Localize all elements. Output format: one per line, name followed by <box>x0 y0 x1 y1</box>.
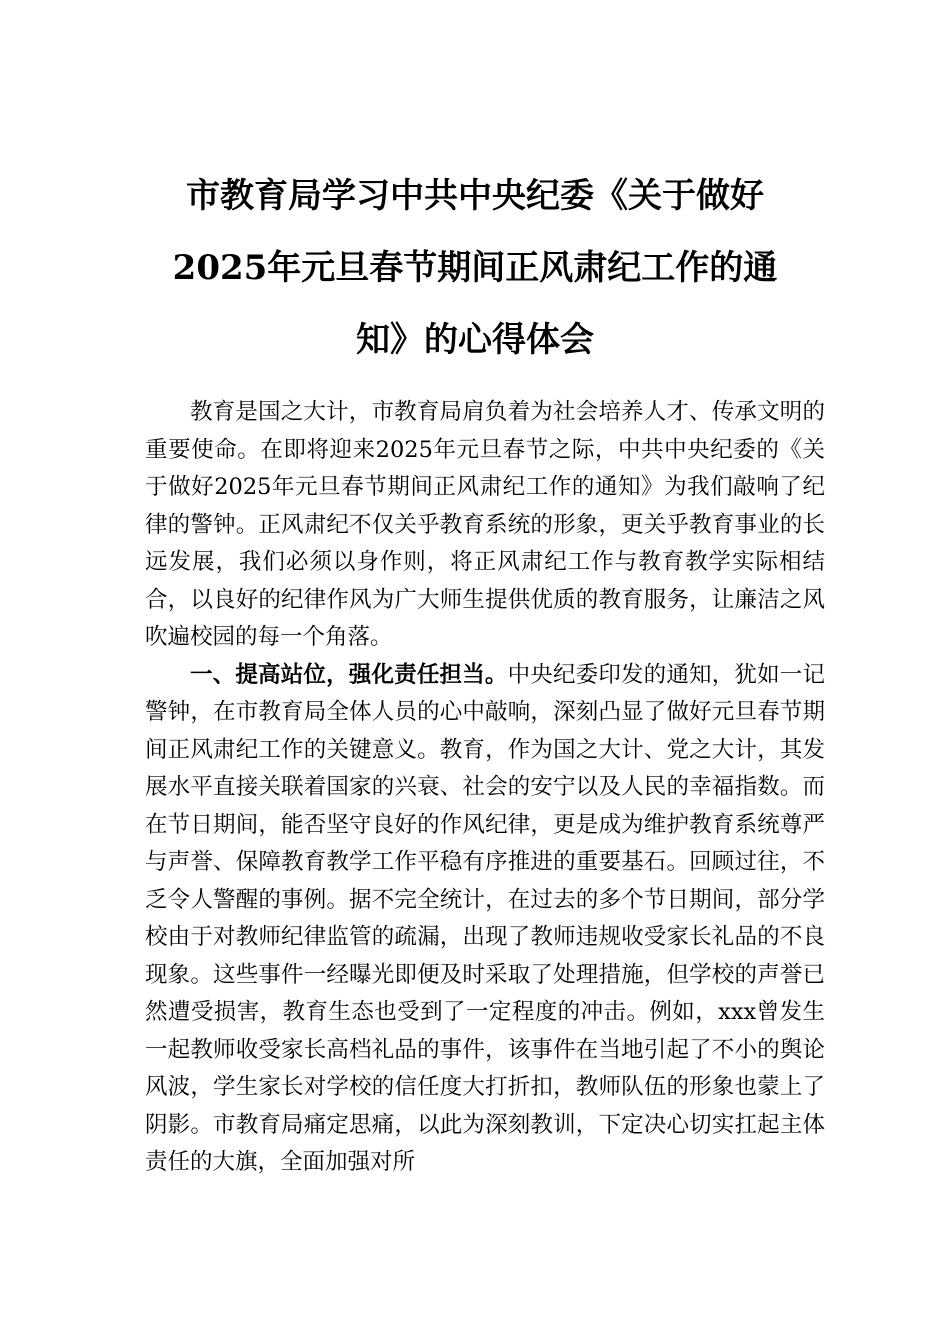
document-body <box>145 394 825 1182</box>
paragraph-intro <box>145 394 825 657</box>
title-line-2: 2025年元旦春节期间正风肃纪工作的通 <box>172 248 778 288</box>
title-line-3: 知》的心得体会 <box>356 320 594 360</box>
paragraph-intro-text: 教育是国之大计，市教育局肩负着为社会培养人才、传承文明的重要使命。在即将迎来2025年元旦春节之际，中共中央纪委的《关于做好2025年元旦春节期间正风肃纪工作的通知》为我们敲响了纪律的警钟。正风肃纪不仅关乎教育系统的形象，更关乎教育事业的长远发展，我们必须以身作则，将正风肃纪工作与教育教学实际相结合，以良好的纪律作风为广大师生提供优质的教育服务，让廉洁之风吹遍校园的每一个角落。 <box>145 399 825 650</box>
paragraph-section-1 <box>145 657 825 1182</box>
document-title <box>130 160 820 376</box>
paragraph-section-1-text: 中央纪委印发的通知，犹如一记警钟，在市教育局全体人员的心中敲响，深刻凸显了做好元旦春节期间正风肃纪工作的关键意义。教育，作为国之大计、党之大计，其发展水平直接关联着国家的兴衰、社会的安宁以及人民的幸福指数。而在节日期间，能否坚守良好的作风纪律，更是成为维护教育系统尊严与声誉、保障教育教学工作平稳有序推进的重要基石。回顾过往，不乏令人警醒的事例。据不完全统计，在过去的多个节日期间，部分学校由于对教师纪律监管的疏漏，出现了教师违规收受家长礼品的不良现象。这些事件一经曝光即便及时采取了处理措施，但学校的声誉已然遭受损害，教育生态也受到了一定程度的冲击。例如，xxx曾发生一起教师收受家长高档礼品的事件，该事件在当地引起了不小的舆论风波，学生家长对学校的信任度大打折扣，教师队伍的形象也蒙上了阴影。市教育局痛定思痛，以此为深刻教训，下定决心切实扛起主体责任的大旗，全面加强对所 <box>145 661 825 1175</box>
section-heading-1: 一、提高站位，强化责任担当。 <box>190 661 508 688</box>
title-line-1: 市教育局学习中共中央纪委《关于做好 <box>186 176 764 216</box>
